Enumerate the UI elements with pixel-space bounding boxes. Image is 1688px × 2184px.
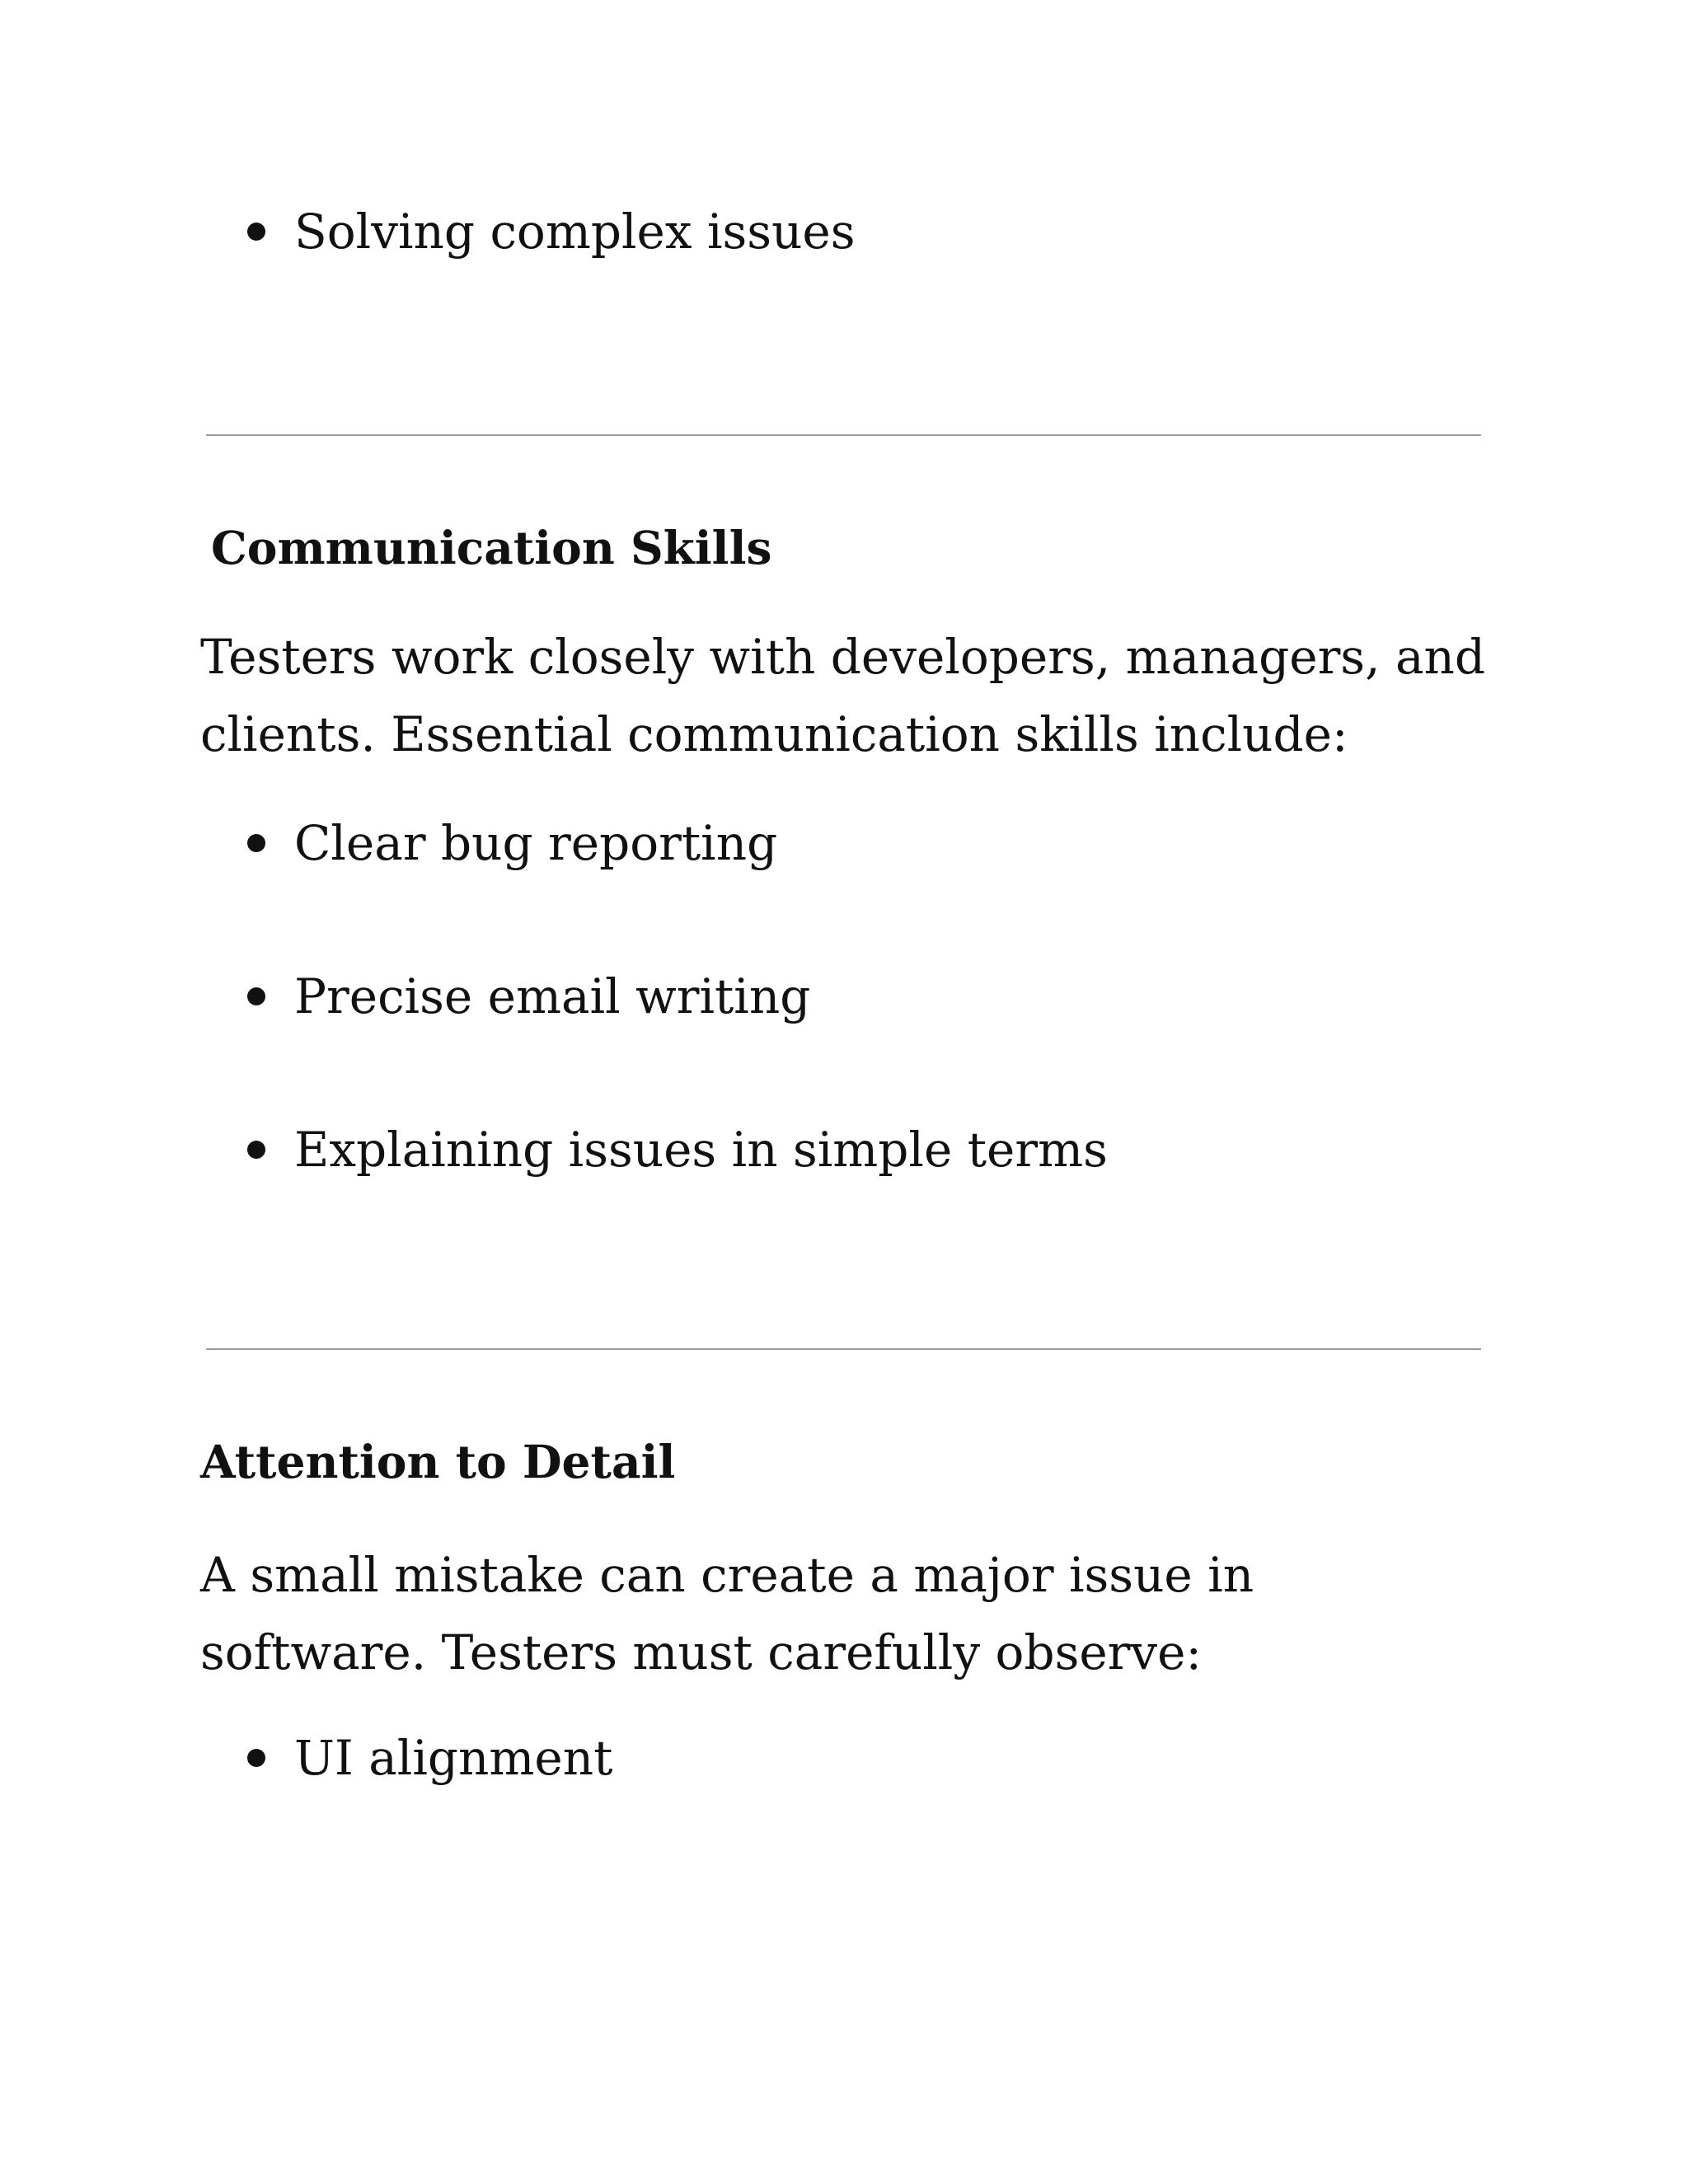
bullet-icon xyxy=(247,1141,265,1159)
list-item xyxy=(247,1122,1108,1178)
list-item xyxy=(247,1730,613,1786)
list-item xyxy=(247,968,811,1024)
list-item xyxy=(247,815,778,871)
bullet-icon xyxy=(247,223,265,241)
list-item-text: Explaining issues in simple terms xyxy=(294,1122,1108,1178)
section-paragraph: Testers work closely with developers, managers, and clients. Essential communication skills include: xyxy=(200,629,1486,762)
section-paragraph: A small mistake can create a major issue in software. Testers must carefully observe: xyxy=(200,1547,1254,1680)
section-heading: Attention to Detail xyxy=(200,1435,676,1488)
section-divider xyxy=(206,434,1481,436)
bullet-icon xyxy=(247,1749,265,1767)
bullet-icon xyxy=(247,834,265,852)
list-item-text: Clear bug reporting xyxy=(294,815,778,871)
section-heading: Communication Skills xyxy=(211,521,772,574)
list-item-text: UI alignment xyxy=(294,1730,613,1786)
section-divider xyxy=(206,1348,1481,1350)
bullet-icon xyxy=(247,987,265,1005)
list-item-text: Precise email writing xyxy=(294,968,811,1024)
list-item-text: Solving complex issues xyxy=(294,204,856,260)
list-item xyxy=(247,204,856,260)
